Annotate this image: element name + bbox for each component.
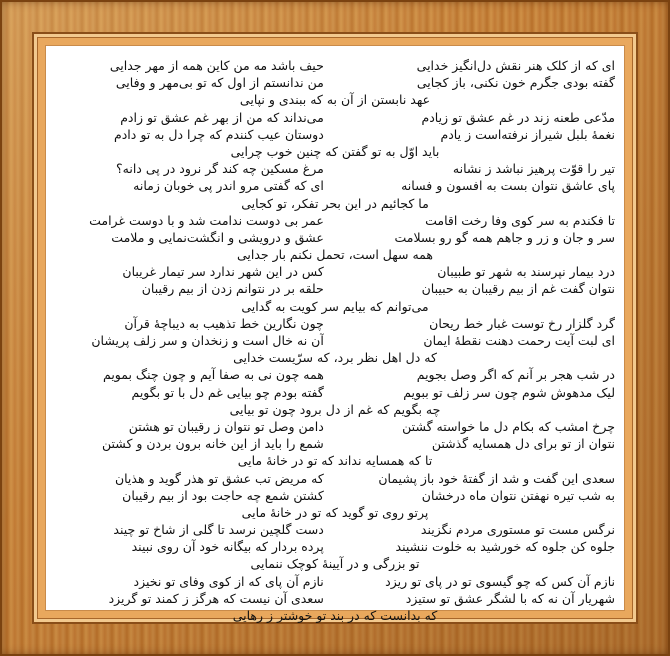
refrain-line: می‌توانم که بیایم سر کویت به گدایی xyxy=(241,298,429,314)
hemistich-first: نتوان گفت غم از بیم رقیبان به حبیبان xyxy=(421,281,615,297)
hemistich-first: چرخ امشب که بکام دل ما خواسته گشتن xyxy=(402,418,615,434)
stanza xyxy=(55,212,615,264)
stanza xyxy=(55,263,615,315)
hemistich-first: گرد گلزار رخ توست غبار خط ریحان xyxy=(429,315,615,331)
hemistich-first: لیک مدهوش شوم چون سر زلف تو ببویم xyxy=(403,384,615,400)
hemistich-first: درد بیمار نپرسند به شهر تو طبیبان xyxy=(437,264,615,280)
hemistich-second: نازم آن پای که از کوی وفای تو نخیزد xyxy=(133,573,324,589)
hemistich-first: مدّعی طعنه زند در غم عشق تو زیادم xyxy=(421,109,615,125)
hemistich-second: مرغ مسکین چه کند گر نرود در پی دانه؟ xyxy=(116,161,324,177)
stanza xyxy=(55,573,615,625)
couplet xyxy=(55,332,615,349)
refrain-line: همه سهل است، تحمل نکنم بار جدایی xyxy=(236,247,433,263)
couplet xyxy=(55,229,615,246)
refrain-line: عهد نابستن از آن به که ببندی و نپایی xyxy=(239,92,431,108)
hemistich-second: دامن وصل تو نتوان ز رقیبان تو هشتن xyxy=(128,418,324,434)
hemistich-first: گفته بودی جگرم خون نکنی، باز کجایی xyxy=(416,75,615,91)
refrain-line: تا که همسایه نداند که تو در خانهٔ مایی xyxy=(237,453,433,469)
stanza xyxy=(55,57,615,109)
couplet xyxy=(55,177,615,194)
hemistich-first: نرگس مست تو مستوری مردم نگزیند xyxy=(420,522,615,538)
refrain-line: چه بگویم که غم از دل برود چون تو بیایی xyxy=(229,401,441,417)
hemistich-second: کس در این شهر ندارد سر تیمار غریبان xyxy=(122,264,324,280)
stanza xyxy=(55,418,615,470)
hemistich-first: شهریار آن نه که با لشگر عشق تو ستیزد xyxy=(405,590,615,606)
hemistich-second: می‌نداند که من از بهر غم عشق تو زادم xyxy=(120,109,324,125)
hemistich-second: ای که گفتی مرو اندر پی خوبان زمانه xyxy=(133,178,324,194)
hemistich-first: جلوه کن جلوه که خورشید به خلوت ننشیند xyxy=(395,539,615,555)
hemistich-first: نغمهٔ بلبل شیراز نرفته‌است ز یادم xyxy=(440,126,615,142)
stanza xyxy=(55,160,615,212)
couplet xyxy=(55,590,615,607)
hemistich-first: در شب هجر بر آنم که اگر وصل بجویم xyxy=(416,367,615,383)
couplet xyxy=(55,160,615,177)
hemistich-first: تا فکندم به سر کوی وفا رخت اقامت xyxy=(425,212,615,228)
couplet xyxy=(55,263,615,280)
couplet xyxy=(55,366,615,383)
hemistich-second: دست گلچین نرسد تا گلی از شاخ تو چیند xyxy=(113,522,324,538)
couplet xyxy=(55,109,615,126)
hemistich-second: حیف باشد مه من کاین همه از مهر جدایی xyxy=(109,58,324,73)
hemistich-second: همه چون نی به صفا آیم و چون چنگ بمویم xyxy=(103,367,324,383)
couplet xyxy=(55,538,615,555)
hemistich-first: ای که از کلک هنر نقش دل‌انگیز خدایی xyxy=(416,58,615,73)
hemistich-second: عمر بی دوست ندامت شد و با دوست غرامت xyxy=(89,212,324,228)
refrain-line: ما کجائیم در این بحر تفکر، تو کجایی xyxy=(241,195,429,211)
hemistich-first: ای لبت آیت رحمت دهنت نقطهٔ ایمان xyxy=(423,333,615,348)
hemistich-second: حلقه بر در نتوانم زدن از بیم رقیبان xyxy=(141,281,324,297)
hemistich-second: کشتن شمع چه حاجت بود از بیم رقیبان xyxy=(122,487,324,503)
hemistich-first: نتوان از تو برای دل همسایه گذشتن xyxy=(431,436,615,452)
hemistich-second: آن نه خال است و زنخدان و سر زلف پریشان xyxy=(91,333,324,348)
couplet xyxy=(55,470,615,487)
poem-paper xyxy=(45,45,625,623)
couplet xyxy=(55,57,615,74)
hemistich-second: دوستان عیب کنندم که چرا دل به تو دادم xyxy=(114,126,324,142)
hemistich-second: شمع را باید از این خانه برون بردن و کشتن xyxy=(102,436,324,452)
hemistich-first: پای عاشق نتوان بست به افسون و فسانه xyxy=(401,178,615,194)
couplet xyxy=(55,573,615,590)
hemistich-first: تیر را قوّت پرهیز نباشد ز نشانه xyxy=(452,161,615,177)
hemistich-first: به شب تیره نهفتن نتوان ماه درخشان xyxy=(421,487,615,503)
hemistich-first: سعدی این گفت و شد از گفتهٔ خود باز پشیمان xyxy=(378,470,615,486)
couplet xyxy=(55,74,615,91)
couplet xyxy=(55,126,615,143)
refrain-line: که دل اهل نظر برد، که سرّیست خدایی xyxy=(233,350,437,366)
couplet xyxy=(55,487,615,504)
couplet xyxy=(55,315,615,332)
refrain-line: باید اوّل به تو گفتن که چنین خوب چرایی xyxy=(230,143,440,159)
hemistich-first: نازم آن کس که چو گیسوی تو در پای تو ریزد xyxy=(385,573,615,589)
couplet xyxy=(55,435,615,452)
frame-mat xyxy=(34,34,636,622)
couplet xyxy=(55,384,615,401)
couplet xyxy=(55,212,615,229)
refrain-line: پرتو روی تو گوید که تو در خانهٔ مایی xyxy=(241,504,429,520)
stanza xyxy=(55,315,615,367)
refrain-line: که بدانست که در بند تو خوشتر ز رهایی xyxy=(232,608,438,623)
hemistich-first: سر و جان و زر و جاهم همه گو رو بسلامت xyxy=(394,229,615,245)
hemistich-second: که مریض تب عشق تو هذر گوید و هذیان xyxy=(114,470,324,486)
couplet xyxy=(55,418,615,435)
hemistich-second: گفته بودم چو بیایی غم دل با تو بگویم xyxy=(131,384,324,400)
poem-text xyxy=(55,57,615,624)
hemistich-second: پرده بردار که بیگانه خود آن روی نبیند xyxy=(131,539,324,555)
hemistich-second: من ندانستم از اول که تو بی‌مهر و وفایی xyxy=(115,75,324,91)
stanza xyxy=(55,470,615,522)
stanza xyxy=(55,521,615,573)
couplet xyxy=(55,521,615,538)
hemistich-second: سعدی آن نیست که هرگز ز کمند تو گریزد xyxy=(108,590,324,606)
refrain-line: تو بزرگی و در آیینهٔ کوچک ننمایی xyxy=(250,556,420,572)
stanza xyxy=(55,109,615,161)
hemistich-second: عشق و درویشی و انگشت‌نمایی و ملامت xyxy=(111,229,324,245)
couplet xyxy=(55,280,615,297)
stanza xyxy=(55,366,615,418)
hemistich-second: چون نگارین خط تذهیب به دیباچهٔ قرآن xyxy=(124,315,324,331)
